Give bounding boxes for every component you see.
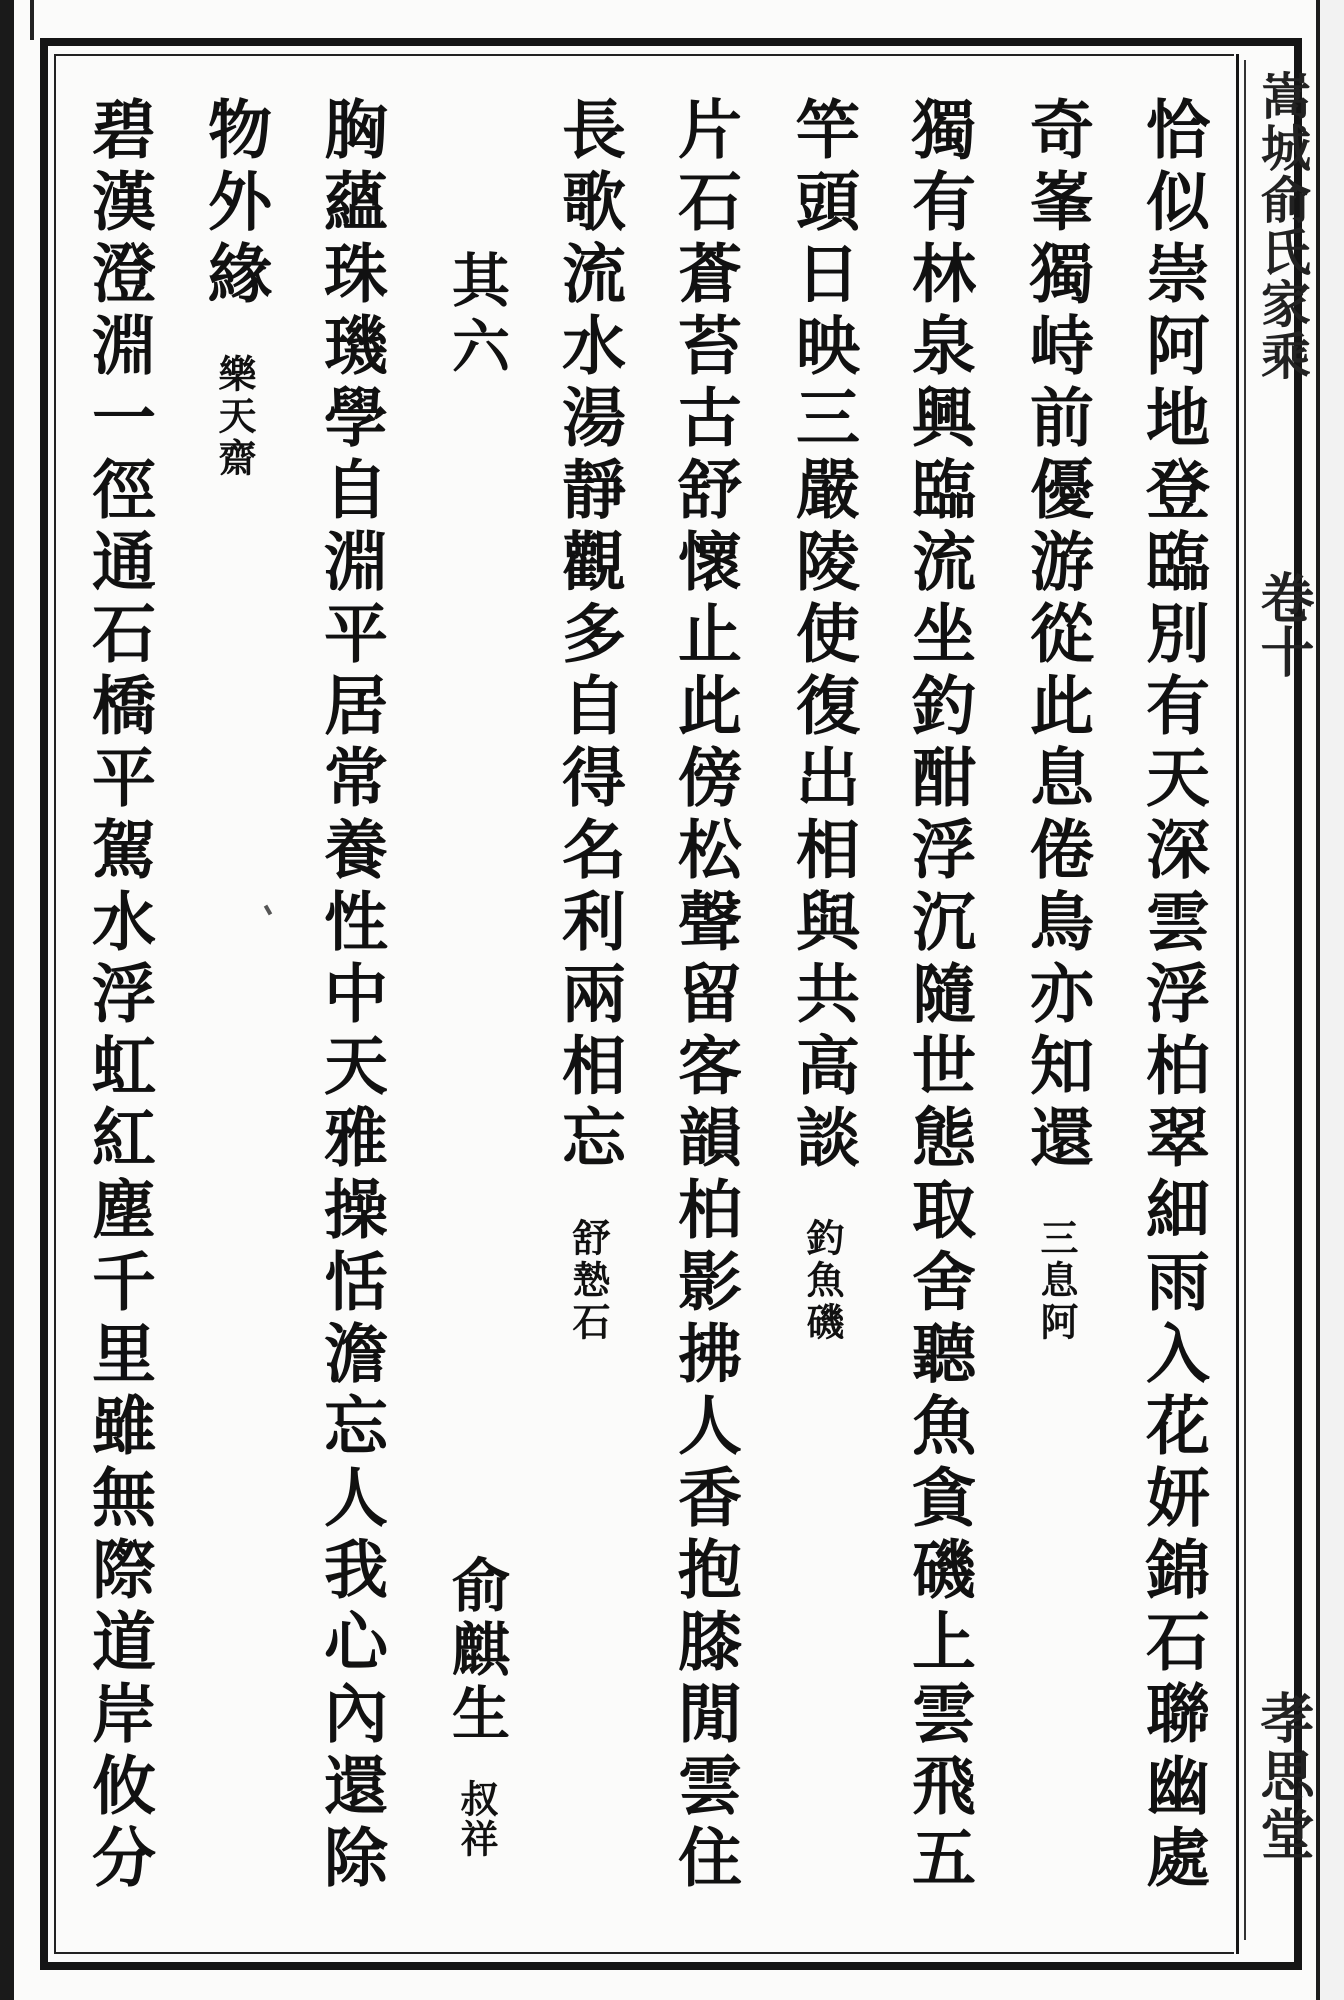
scan-left-edge bbox=[0, 0, 14, 2000]
column-text: 碧漢澄淵一徑通石橋平駕水浮虹紅塵千里雖無際道岸攸分 bbox=[81, 96, 156, 1896]
poem-title-note: 舒慹石 bbox=[566, 1218, 611, 1345]
author-courtesy-name: 叔祥 bbox=[454, 1779, 499, 1860]
column-text: 片石蒼苔古舒懷止此傍松聲留客韻柏影拂人香抱膝閒雲住 bbox=[667, 96, 742, 1896]
column-text: 物外緣 bbox=[197, 96, 272, 312]
author-name: 俞麒生 bbox=[442, 1555, 510, 1747]
section-heading bbox=[434, 250, 518, 382]
text-column-1 bbox=[1135, 96, 1210, 1896]
juan-number: 卷十 bbox=[1252, 570, 1316, 678]
column-text: 奇峯獨峙前優游從此息倦鳥亦知還 bbox=[1019, 96, 1094, 1176]
scan-left-mark bbox=[30, 0, 34, 40]
author-attribution bbox=[434, 1555, 518, 1859]
book-title: 嵩城俞氏家乘 bbox=[1253, 70, 1312, 382]
text-column-2 bbox=[1019, 96, 1094, 1345]
text-column-3 bbox=[901, 96, 976, 1896]
poem-title-note: 釣魚磯 bbox=[800, 1218, 845, 1345]
column-text: 竿頭日映三嚴陵使復出相與共高談 bbox=[785, 96, 860, 1176]
poem-title-note: 樂天齋 bbox=[212, 354, 257, 481]
text-column-9 bbox=[197, 96, 272, 481]
column-text: 獨有林泉興臨流坐釣酣浮沉隨世態取舍聽魚貪磯上雲飛五 bbox=[901, 96, 976, 1896]
heading-text: 其六 bbox=[442, 250, 510, 382]
text-column-8 bbox=[313, 96, 388, 1896]
text-column-4 bbox=[785, 96, 860, 1345]
hall-name: 孝思堂 bbox=[1252, 1690, 1316, 1864]
text-column-5 bbox=[667, 96, 742, 1896]
column-text: 胸蘊珠璣學自淵平居常養性中天雅操恬澹忘人我心內還除 bbox=[313, 96, 388, 1896]
column-text: 恰似崇阿地登臨別有天深雲浮柏翠細雨入花妍錦石聯幽處 bbox=[1135, 96, 1210, 1896]
text-column-6 bbox=[551, 96, 626, 1345]
text-column-10 bbox=[81, 96, 156, 1896]
poem-title-note: 三息阿 bbox=[1034, 1218, 1079, 1345]
column-text: 長歌流水湯靜觀多自得名利兩相忘 bbox=[551, 96, 626, 1176]
